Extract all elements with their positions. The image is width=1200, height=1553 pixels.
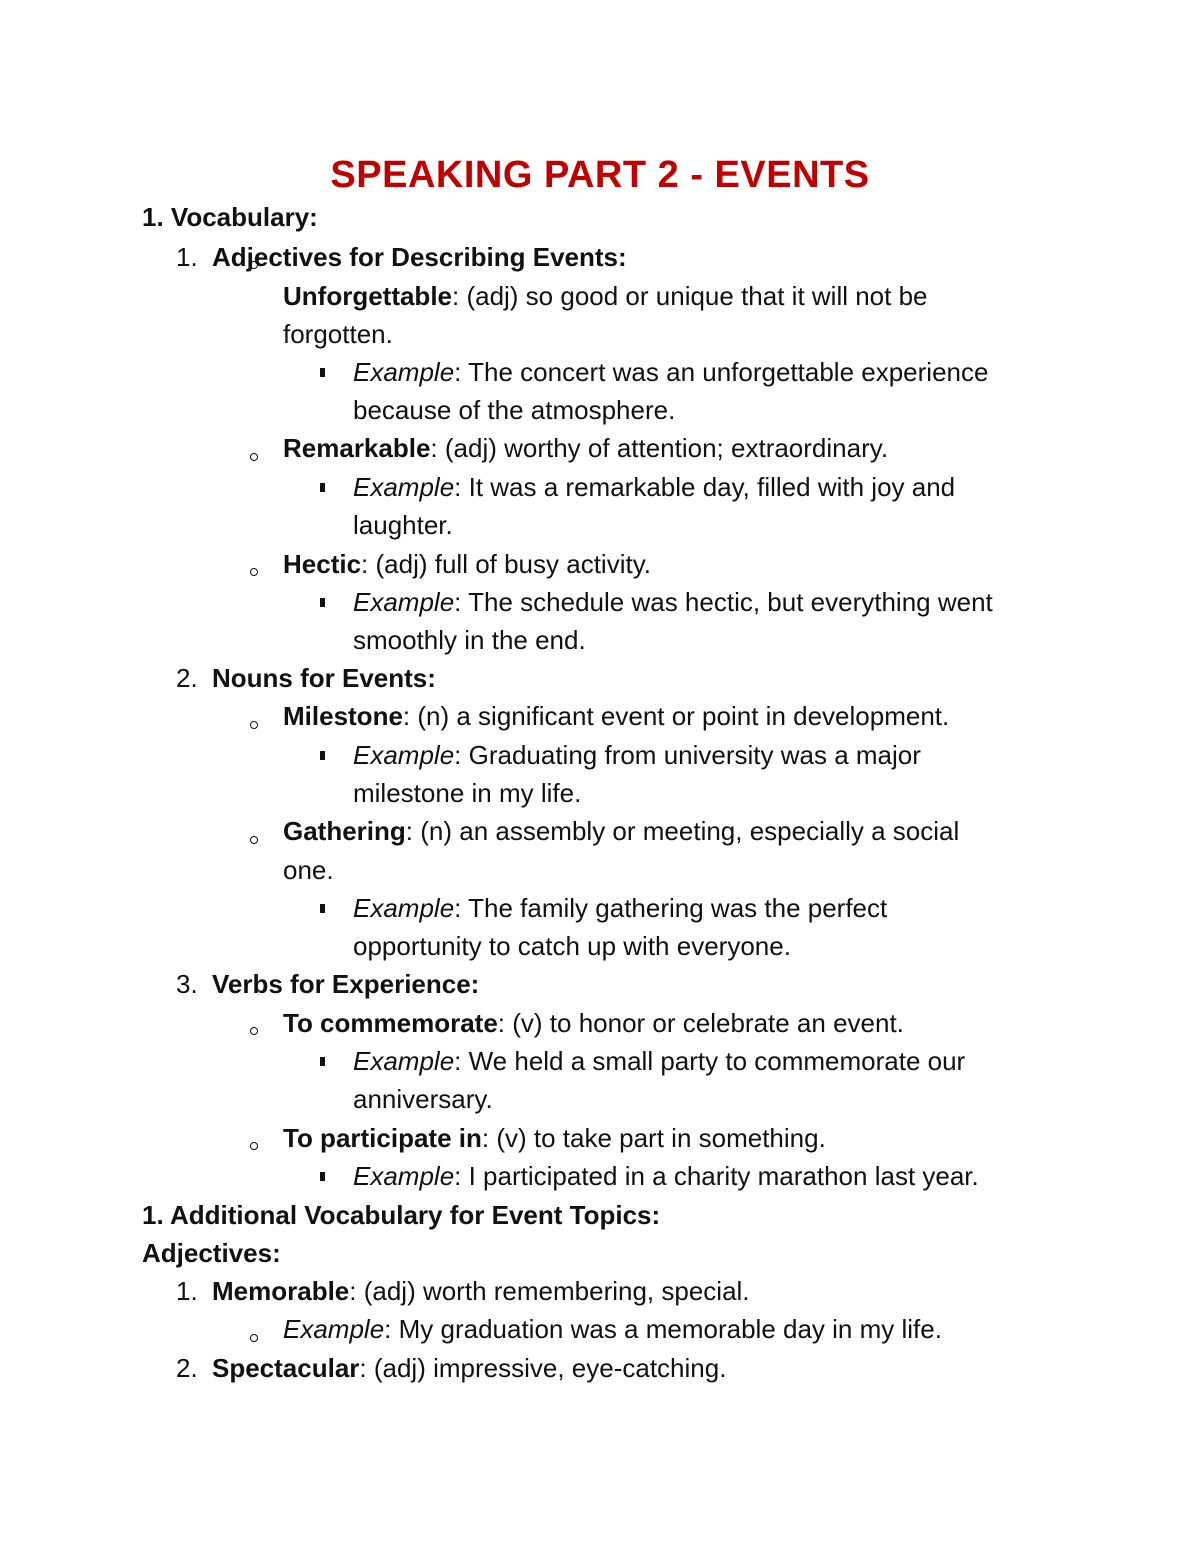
list-number: 2. [176, 1353, 198, 1383]
example-continued: laughter. [353, 510, 453, 540]
section-heading: 1. Vocabulary: [142, 202, 318, 232]
example-continued: because of the atmosphere. [353, 395, 676, 425]
circle-bullet-icon [250, 568, 258, 576]
example-line: Example: It was a remarkable day, filled with joy and [353, 472, 956, 502]
example-continued: milestone in my life. [353, 778, 582, 808]
circle-bullet-icon [250, 1027, 258, 1035]
page-title: SPEAKING PART 2 - EVENTS [330, 154, 870, 196]
square-bullet-icon [320, 1057, 325, 1066]
example-continued: anniversary. [353, 1084, 493, 1114]
term-definition: Remarkable: (adj) worthy of attention; extraordinary. [283, 433, 889, 463]
term-definition: Memorable: (adj) worth remembering, special. [212, 1276, 750, 1306]
definition-continued: forgotten. [283, 319, 393, 349]
list-number: 1. [176, 1276, 198, 1306]
circle-bullet-icon [250, 261, 258, 269]
example-continued: smoothly in the end. [353, 625, 586, 655]
square-bullet-icon [320, 483, 325, 492]
example-continued: opportunity to catch up with everyone. [353, 931, 791, 961]
square-bullet-icon [320, 904, 325, 913]
example-line: Example: The family gathering was the perfect [353, 893, 888, 923]
term-definition: Hectic: (adj) full of busy activity. [283, 549, 651, 579]
term-definition: Spectacular: (adj) impressive, eye-catching. [212, 1353, 727, 1383]
term-definition: To commemorate: (v) to honor or celebrate an event. [283, 1008, 904, 1038]
group-heading: Verbs for Experience: [212, 969, 480, 999]
section-heading: 1. Additional Vocabulary for Event Topics: [142, 1200, 661, 1230]
example-line: Example: Graduating from university was a major [353, 740, 921, 770]
term-definition: Milestone: (n) a significant event or point in development. [283, 701, 950, 731]
example-line: Example: I participated in a charity marathon last year. [353, 1161, 979, 1191]
term-definition: Gathering: (n) an assembly or meeting, especially a social [283, 816, 960, 846]
subheading: Adjectives: [142, 1238, 281, 1268]
circle-bullet-icon [250, 1334, 258, 1342]
example-line: Example: The concert was an unforgettable experience [353, 357, 989, 387]
list-number: 1. [176, 242, 198, 272]
example-line: Example: My graduation was a memorable day in my life. [283, 1314, 942, 1344]
square-bullet-icon [320, 368, 325, 377]
group-heading: Nouns for Events: [212, 663, 436, 693]
circle-bullet-icon [250, 1142, 258, 1150]
example-line: Example: We held a small party to commemorate our [353, 1046, 966, 1076]
circle-bullet-icon [250, 721, 258, 729]
term-definition: To participate in: (v) to take part in something. [283, 1123, 826, 1153]
square-bullet-icon [320, 1172, 325, 1181]
group-heading: Adjectives for Describing Events: [212, 242, 627, 272]
definition-continued: one. [283, 855, 334, 885]
circle-bullet-icon [250, 453, 258, 461]
list-number: 3. [176, 969, 198, 999]
term-definition: Unforgettable: (adj) so good or unique that it will not be [283, 281, 928, 311]
circle-bullet-icon [250, 836, 258, 844]
list-number: 2. [176, 663, 198, 693]
example-line: Example: The schedule was hectic, but everything went [353, 587, 993, 617]
square-bullet-icon [320, 751, 325, 760]
square-bullet-icon [320, 598, 325, 607]
